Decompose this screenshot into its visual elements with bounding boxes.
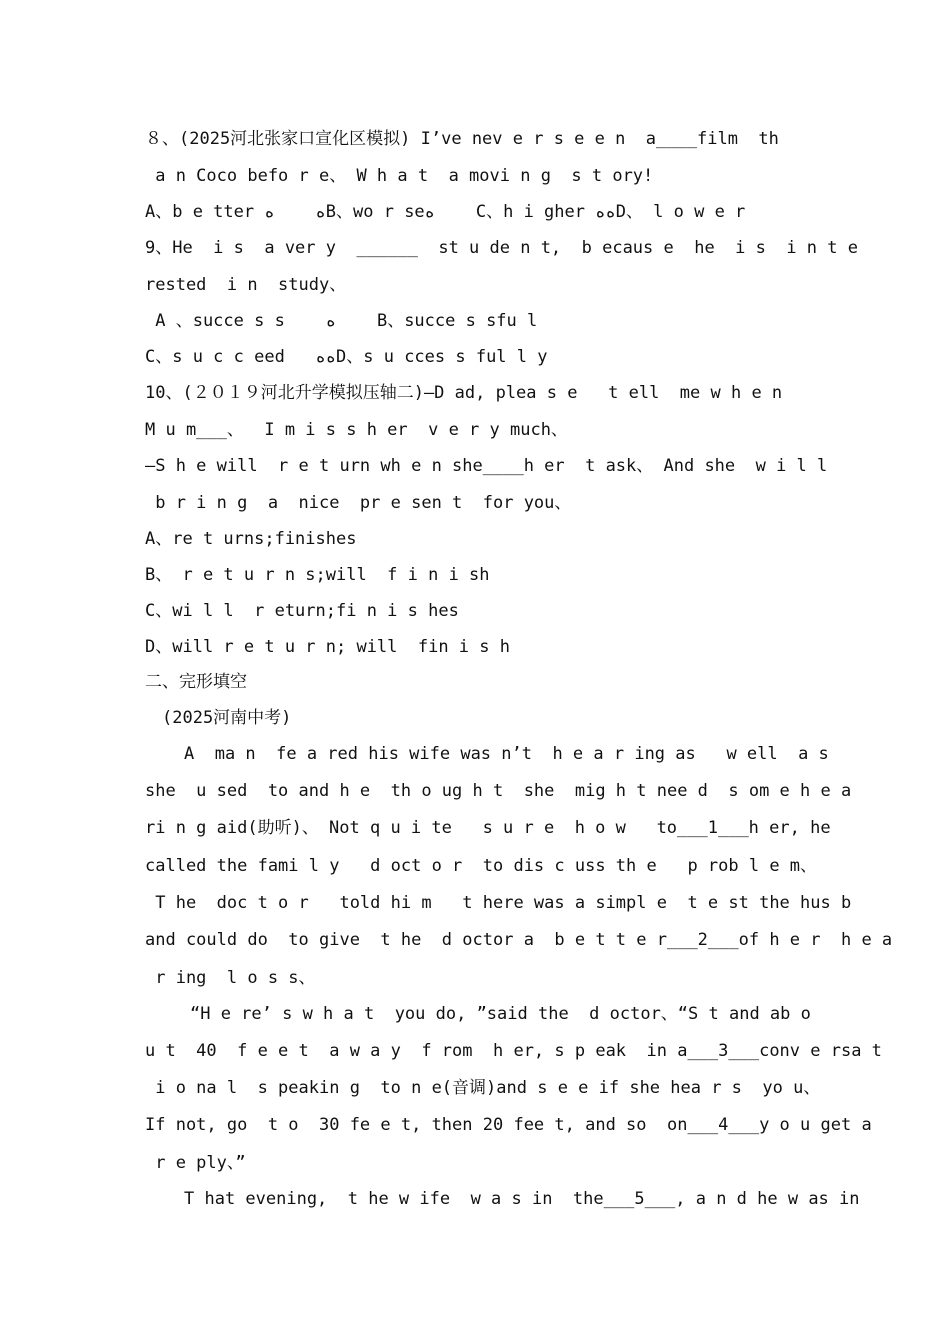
passage-source: (2025河南中考) <box>162 708 292 728</box>
passage-line-1: A ma n fe a red his wife was n’t h e a r ing as w ell a s <box>184 744 829 764</box>
passage-line-2: she u sed to and h e th o ug h t she mig h t nee d s om e h e a <box>145 781 852 801</box>
passage-line-7: r ing l o s s、 <box>145 968 316 988</box>
question-10-option-d: D、will r e t u r n; will fin i s h <box>145 637 510 657</box>
passage-line-4: called the fami l y d oct o r to dis c uss th e p rob l e m、 <box>145 856 818 876</box>
section-heading-cloze: 二、完形填空 <box>145 672 247 692</box>
question-9-options-cd: C、s u c c eed ﻩﻩD、s u cces s ful l y <box>145 347 548 367</box>
passage-line-5: T he doc t o r told hi m t here was a simpl e t e st the hus b <box>145 893 852 913</box>
question-10-option-a: A、re t urns;finishes <box>145 529 357 549</box>
passage-line-10: i o na l s peakin g to n e(音调)and s e e if she hea r s yo u、 <box>145 1078 821 1098</box>
passage-line-8: “H e re’ s w h a t you do, ”said the d octor、“S t and ab o <box>190 1004 811 1024</box>
question-9-line-1: 9、He i s a ver y ______ st u de n t, b ecaus e he i s i n t e <box>145 238 858 258</box>
question-10-line-3: —S h e will r e t urn wh e n she____h er t ask、 And she w i l l <box>145 456 828 476</box>
question-8-options: A、b e tter ﻩ ﻩB、wo r seﻩ C、h i gher ﻩﻩD、 l o w e r <box>145 202 746 222</box>
question-9-options-ab: A 、succe s s ﻩ B、succe s sfu l <box>145 311 538 331</box>
question-10-line-2: M u m___、 I m i s s h er v e r y much、 <box>145 420 568 440</box>
question-9-line-2: rested i n study、 <box>145 275 347 295</box>
question-10-line-1: 10、(２０１９河北升学模拟压轴二)—D ad, plea s e t ell me w h e n <box>145 383 783 403</box>
passage-line-12: r e ply、” <box>145 1153 246 1173</box>
question-10-option-c: C、wi l l r eturn;fi n i s hes <box>145 601 459 621</box>
question-8-line-2: a n Coco befo r e、 W h a t a movi n g s t ory! <box>145 166 654 186</box>
question-10-line-4: b r i n g a nice pr e sen t for you、 <box>145 493 572 513</box>
question-10-option-b: B、 r e t u r n s;will f i n i sh <box>145 565 490 585</box>
passage-line-6: and could do to give t he d octor a b e t t e r___2___of h e r h e a <box>145 930 893 950</box>
passage-line-11: If not, go t o 30 fe e t, then 20 fee t, and so on___4___y o u get a <box>145 1115 872 1135</box>
passage-line-3: ri n g aid(助听)、 Not q u i te s u r e h o w to___1___h er, he <box>145 818 831 838</box>
passage-line-9: u t 40 f e e t a w a y f rom h er, s p eak in a___3___conv e rsa t <box>145 1041 882 1061</box>
question-8-line-1: ８、(2025河北张家口宣化区模拟) I’ve nev e r s e e n a____film th <box>145 129 779 149</box>
passage-line-13: T hat evening, t he w ife w a s in the___5___, a n d he w as in <box>184 1189 860 1209</box>
